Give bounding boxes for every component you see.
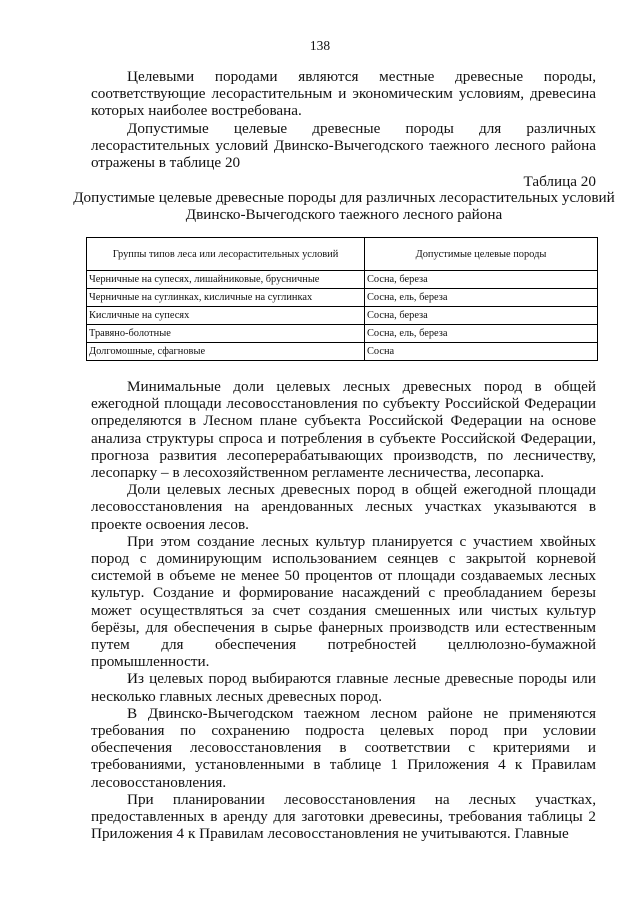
table-cell: Кисличные на супесях [87,307,365,325]
table-row [87,325,598,343]
page-number: 138 [309,38,331,53]
table-header-row [87,238,598,271]
table-cell: Сосна, ель, береза [365,325,598,343]
table-cell: Черничные на супесях, лишайниковые, брусничные [87,271,365,289]
table-cell: Травяно-болотные [87,325,365,343]
body-section [91,378,596,842]
table-cell: Сосна, береза [365,307,598,325]
table-row [87,271,598,289]
intro-section [91,68,596,171]
table-cell: Черничные на суглинках, кисличные на суглинках [87,289,365,307]
column-header: Допустимые целевые породы [365,238,598,271]
table-row [87,307,598,325]
column-header: Группы типов леса или лесорастительных условий [87,238,365,271]
paragraph: Минимальные доли целевых лесных древесных пород в общей ежегодной площади лесовосстановления по субъекту Российской Федерации определяются в Лесном плане субъекта Российской Федерации на основе анализа структуры спроса и потребления в субъекте Российской Федерации, прогноза развития лесоперерабатывающих производств, по лесничеству, лесопарку – в лесохозяйственном регламенте лесничества, лесопарка. [91,378,596,482]
paragraph: При планировании лесовосстановления на лесных участках, предоставленных в аренду для заготовки древесины, требования таблицы 2 Приложения 4 к Правилам лесовосстановления не учитываются. Главные [91,790,596,843]
table-number: Таблица 20 [523,173,596,190]
table-cell: Сосна, береза [365,271,598,289]
table-caption: Допустимые целевые древесные породы для различных лесорастительных условий Двинско-Вычегодского таежного лесного района [73,189,615,224]
paragraph: Из целевых пород выбираются главные лесные древесные породы или несколько главных лесных древесных пород. [91,670,596,705]
paragraph: Допустимые целевые древесные породы для различных лесорастительных условий Двинско-Вычегодского таежного лесного района отражены в таблице 20 [91,119,596,172]
table-row [87,289,598,307]
table-cell: Сосна, ель, береза [365,289,598,307]
table-cell: Долгомошные, сфагновые [87,343,365,361]
paragraph: При этом создание лесных культур планируется с участием хвойных пород с доминирующим использованием сеянцев с закрытой корневой системой в объеме не менее 50 процентов от площади создаваемых лесных культур. Создание и формирование насаждений с преобладанием березы может осуществляться за счет создания смешенных или чистых культур берёзы, для обеспечения в сырье фанерных производств или естественным путем для обеспечения потребностей целлюлозно-бумажной промышленности. [91,532,596,671]
table-row [87,343,598,361]
paragraph: Целевыми породами являются местные древесные породы, соответствующие лесорастительным и экономическим условиям, древесина которых наиболее востребована. [91,68,596,120]
paragraph: В Двинско-Вычегодском таежном лесном районе не применяются требования по сохранению подроста целевых пород при условии обеспечения лесовосстановления в соответствии с критериями и требованиями, установленными в таблице 1 Приложения 4 к Правилам лесовосстановления. [91,704,596,791]
paragraph: Доли целевых лесных древесных пород в общей ежегодной площади лесовосстановления на арендованных лесных участках указываются в проекте освоения лесов. [91,481,596,533]
forest-species-table [86,237,598,361]
table-cell: Сосна [365,343,598,361]
